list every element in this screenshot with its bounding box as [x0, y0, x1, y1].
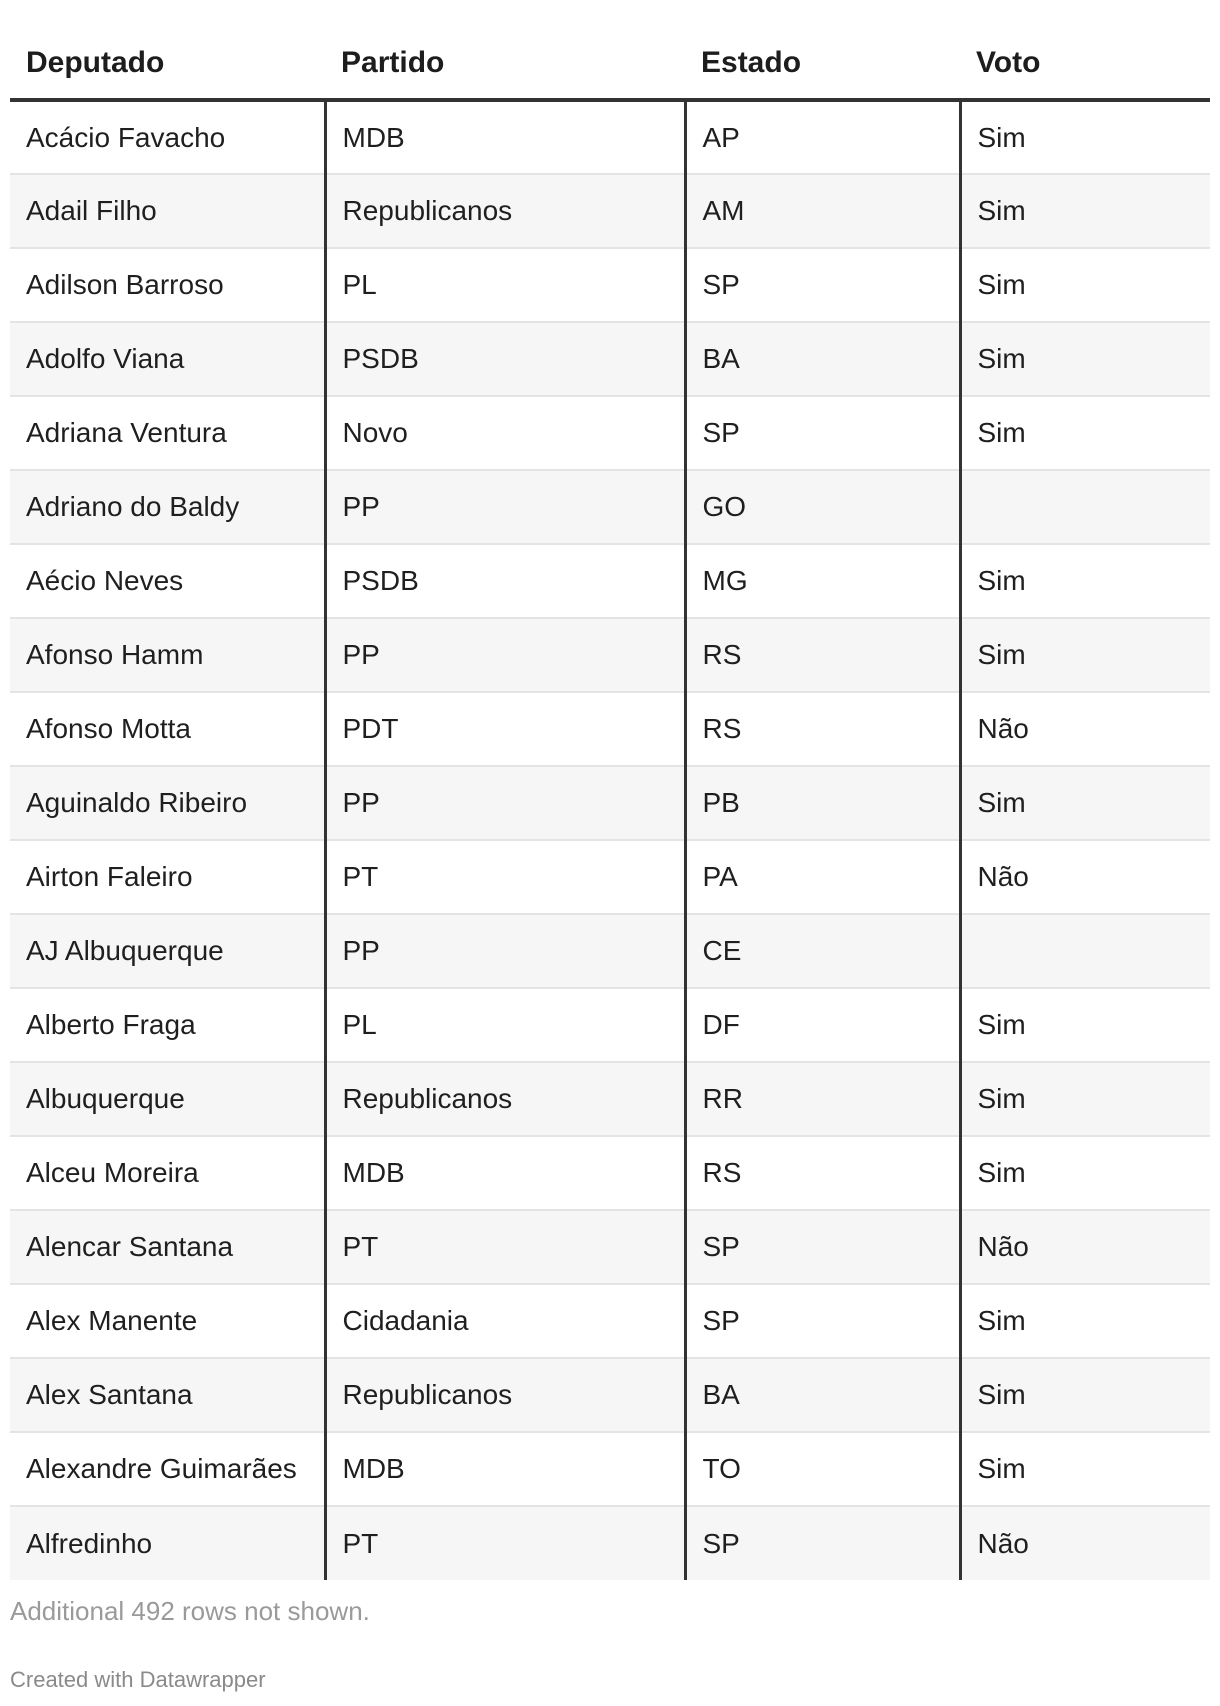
table-row — [10, 248, 1210, 322]
estado-cell: CE — [685, 914, 960, 988]
table-row — [10, 396, 1210, 470]
partido-cell: MDB — [325, 1432, 685, 1506]
estado-cell: SP — [685, 396, 960, 470]
voto-cell: Não — [960, 840, 1210, 914]
estado-cell: SP — [685, 248, 960, 322]
estado-cell: BA — [685, 322, 960, 396]
voto-cell: Sim — [960, 322, 1210, 396]
deputado-cell: Aécio Neves — [10, 544, 325, 618]
column-header-partido[interactable]: Partido — [325, 28, 685, 100]
table-row — [10, 174, 1210, 248]
deputado-cell: Albuquerque — [10, 1062, 325, 1136]
estado-cell: RS — [685, 618, 960, 692]
table-row — [10, 692, 1210, 766]
deputado-cell: Afonso Motta — [10, 692, 325, 766]
deputado-cell: Alceu Moreira — [10, 1136, 325, 1210]
datawrapper-credit: Created with Datawrapper — [10, 1667, 266, 1692]
partido-cell: PP — [325, 914, 685, 988]
deputado-cell: Alfredinho — [10, 1506, 325, 1580]
estado-cell: RS — [685, 692, 960, 766]
deputado-cell: Alexandre Guimarães — [10, 1432, 325, 1506]
data-table-container — [10, 28, 1210, 1580]
table-row — [10, 766, 1210, 840]
voto-cell: Não — [960, 1210, 1210, 1284]
deputado-cell: Adriano do Baldy — [10, 470, 325, 544]
table-row — [10, 1136, 1210, 1210]
estado-cell: AM — [685, 174, 960, 248]
partido-cell: Novo — [325, 396, 685, 470]
voto-cell: Sim — [960, 1358, 1210, 1432]
voto-cell: Sim — [960, 100, 1210, 174]
header-row — [10, 28, 1210, 100]
partido-cell: PT — [325, 840, 685, 914]
voto-cell: Sim — [960, 766, 1210, 840]
table-row — [10, 840, 1210, 914]
estado-cell: BA — [685, 1358, 960, 1432]
partido-cell: PL — [325, 988, 685, 1062]
partido-cell: Cidadania — [325, 1284, 685, 1358]
table-row — [10, 470, 1210, 544]
partido-cell: PP — [325, 470, 685, 544]
estado-cell: PB — [685, 766, 960, 840]
estado-cell: DF — [685, 988, 960, 1062]
deputado-cell: Acácio Favacho — [10, 100, 325, 174]
partido-cell: PT — [325, 1506, 685, 1580]
deputado-cell: Adolfo Viana — [10, 322, 325, 396]
column-header-estado[interactable]: Estado — [685, 28, 960, 100]
rows-not-shown-note: Additional 492 rows not shown. — [10, 1596, 370, 1626]
deputado-cell: Alberto Fraga — [10, 988, 325, 1062]
partido-cell: PDT — [325, 692, 685, 766]
voto-cell: Sim — [960, 1062, 1210, 1136]
voto-cell: Sim — [960, 174, 1210, 248]
voto-cell: Sim — [960, 1284, 1210, 1358]
table-row — [10, 100, 1210, 174]
partido-cell: PP — [325, 618, 685, 692]
table-row — [10, 1210, 1210, 1284]
voto-cell — [960, 914, 1210, 988]
table-row — [10, 322, 1210, 396]
partido-cell: Republicanos — [325, 174, 685, 248]
table-row — [10, 1432, 1210, 1506]
estado-cell: SP — [685, 1506, 960, 1580]
estado-cell: MG — [685, 544, 960, 618]
column-header-deputado[interactable]: Deputado — [10, 28, 325, 100]
partido-cell: Republicanos — [325, 1358, 685, 1432]
table-row — [10, 544, 1210, 618]
estado-cell: PA — [685, 840, 960, 914]
data-table — [10, 28, 1210, 1580]
table-row — [10, 1506, 1210, 1580]
estado-cell: TO — [685, 1432, 960, 1506]
voto-cell: Sim — [960, 396, 1210, 470]
estado-cell: SP — [685, 1284, 960, 1358]
deputado-cell: Alex Manente — [10, 1284, 325, 1358]
deputado-cell: Afonso Hamm — [10, 618, 325, 692]
estado-cell: RS — [685, 1136, 960, 1210]
deputado-cell: Aguinaldo Ribeiro — [10, 766, 325, 840]
deputado-cell: Airton Faleiro — [10, 840, 325, 914]
voto-cell: Sim — [960, 988, 1210, 1062]
voto-cell — [960, 470, 1210, 544]
deputado-cell: Adriana Ventura — [10, 396, 325, 470]
table-row — [10, 618, 1210, 692]
estado-cell: AP — [685, 100, 960, 174]
deputado-cell: Alencar Santana — [10, 1210, 325, 1284]
table-row — [10, 1358, 1210, 1432]
partido-cell: PT — [325, 1210, 685, 1284]
partido-cell: MDB — [325, 1136, 685, 1210]
partido-cell: PL — [325, 248, 685, 322]
deputado-cell: AJ Albuquerque — [10, 914, 325, 988]
deputado-cell: Adilson Barroso — [10, 248, 325, 322]
voto-cell: Sim — [960, 618, 1210, 692]
deputado-cell: Adail Filho — [10, 174, 325, 248]
voto-cell: Sim — [960, 248, 1210, 322]
partido-cell: PSDB — [325, 544, 685, 618]
column-header-voto[interactable]: Voto — [960, 28, 1210, 100]
voto-cell: Sim — [960, 544, 1210, 618]
voto-cell: Sim — [960, 1136, 1210, 1210]
table-row — [10, 1284, 1210, 1358]
voto-cell: Não — [960, 1506, 1210, 1580]
table-row — [10, 988, 1210, 1062]
table-body — [10, 100, 1210, 1580]
estado-cell: RR — [685, 1062, 960, 1136]
estado-cell: SP — [685, 1210, 960, 1284]
voto-cell: Sim — [960, 1432, 1210, 1506]
table-header — [10, 28, 1210, 100]
partido-cell: PSDB — [325, 322, 685, 396]
voto-cell: Não — [960, 692, 1210, 766]
estado-cell: GO — [685, 470, 960, 544]
table-row — [10, 914, 1210, 988]
partido-cell: PP — [325, 766, 685, 840]
deputado-cell: Alex Santana — [10, 1358, 325, 1432]
partido-cell: Republicanos — [325, 1062, 685, 1136]
table-row — [10, 1062, 1210, 1136]
partido-cell: MDB — [325, 100, 685, 174]
